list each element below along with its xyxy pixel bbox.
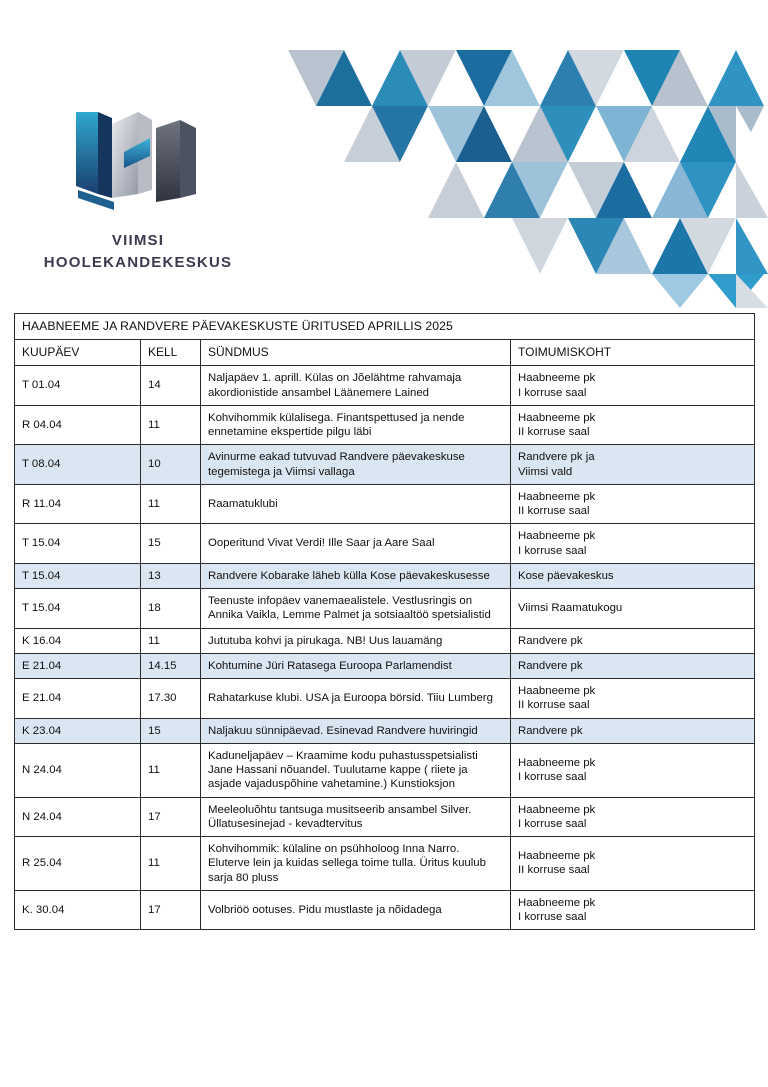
cell-time: 11	[141, 628, 201, 653]
cell-time: 14	[141, 366, 201, 406]
cell-place: Haabneeme pk II korruse saal	[511, 405, 755, 445]
table-title: HAABNEEME JA RANDVERE PÄEVAKESKUSTE ÜRITUSED APRILLIS 2025	[15, 314, 755, 340]
logo-wordmark	[38, 230, 238, 274]
cell-event: Kaduneljapäev – Kraamime kodu puhastusspetsialisti Jane Hassani nõuandel. Tuulutame kappe ( riiete ja asjade vajaduspõhine vahetamine.) Kunstioksjon	[201, 743, 511, 797]
cell-time: 18	[141, 589, 201, 629]
viimsi-logo-icon	[68, 98, 208, 218]
column-header-time: KELL	[141, 340, 201, 366]
cell-time: 10	[141, 445, 201, 485]
column-header-place: TOIMUMISKOHT	[511, 340, 755, 366]
table-header-row	[15, 340, 755, 366]
logo-line-2: HOOLEKANDEKESKUS	[43, 253, 233, 271]
table-row	[15, 563, 755, 588]
cell-event: Volbriöö ootuses. Pidu mustlaste ja nõidadega	[201, 890, 511, 930]
table-row	[15, 524, 755, 564]
triangle-mosaic-graphic	[288, 30, 768, 308]
cell-place: Haabneeme pk II korruse saal	[511, 484, 755, 524]
cell-time: 13	[141, 563, 201, 588]
cell-event: Kohvihommik: külaline on psühholoog Inna Narro. Eluterve lein ja kuidas sellega toime tulla. Üritus kuulub sarja 80 pluss	[201, 837, 511, 891]
cell-date: T 01.04	[15, 366, 141, 406]
column-header-date: KUUPÄEV	[15, 340, 141, 366]
table-row	[15, 743, 755, 797]
cell-place: Randvere pk	[511, 718, 755, 743]
table-row	[15, 837, 755, 891]
table-row	[15, 405, 755, 445]
cell-place: Randvere pk ja Viimsi vald	[511, 445, 755, 485]
cell-place: Haabneeme pk II korruse saal	[511, 837, 755, 891]
cell-time: 11	[141, 743, 201, 797]
cell-place: Randvere pk	[511, 653, 755, 678]
cell-date: T 08.04	[15, 445, 141, 485]
table-row	[15, 653, 755, 678]
cell-time: 17.30	[141, 679, 201, 719]
cell-time: 14.15	[141, 653, 201, 678]
cell-date: T 15.04	[15, 524, 141, 564]
cell-event: Naljakuu sünnipäevad. Esinevad Randvere huviringid	[201, 718, 511, 743]
logo-block	[38, 98, 238, 274]
table-row	[15, 589, 755, 629]
cell-place: Haabneeme pk I korruse saal	[511, 890, 755, 930]
table-row	[15, 366, 755, 406]
cell-event: Kohtumine Jüri Ratasega Euroopa Parlamendist	[201, 653, 511, 678]
table-row	[15, 890, 755, 930]
cell-time: 11	[141, 405, 201, 445]
cell-time: 11	[141, 837, 201, 891]
cell-place: Haabneeme pk I korruse saal	[511, 743, 755, 797]
cell-event: Rahatarkuse klubi. USA ja Euroopa börsid. Tiiu Lumberg	[201, 679, 511, 719]
cell-date: T 15.04	[15, 563, 141, 588]
cell-place: Viimsi Raamatukogu	[511, 589, 755, 629]
cell-date: E 21.04	[15, 653, 141, 678]
table-row	[15, 797, 755, 837]
table-row	[15, 445, 755, 485]
cell-event: Meeleoluõhtu tantsuga musitseerib ansambel Silver. Üllatusesinejad - kevadtervitus	[201, 797, 511, 837]
table-row	[15, 718, 755, 743]
table-row	[15, 679, 755, 719]
cell-place: Kose päevakeskus	[511, 563, 755, 588]
cell-event: Naljapäev 1. aprill. Külas on Jõelähtme rahvamaja akordionistide ansambel Läänemere Lained	[201, 366, 511, 406]
cell-time: 11	[141, 484, 201, 524]
events-table	[14, 313, 755, 930]
events-table-wrapper	[14, 313, 754, 930]
cell-date: K. 30.04	[15, 890, 141, 930]
logo-line-1: VIIMSI	[111, 232, 165, 249]
cell-date: N 24.04	[15, 797, 141, 837]
table-row	[15, 484, 755, 524]
cell-time: 15	[141, 718, 201, 743]
page-header	[0, 0, 768, 300]
cell-date: R 04.04	[15, 405, 141, 445]
table-title-row	[15, 314, 755, 340]
cell-date: K 16.04	[15, 628, 141, 653]
column-header-event: SÜNDMUS	[201, 340, 511, 366]
cell-place: Haabneeme pk I korruse saal	[511, 524, 755, 564]
cell-date: E 21.04	[15, 679, 141, 719]
cell-event: Raamatuklubi	[201, 484, 511, 524]
cell-place: Randvere pk	[511, 628, 755, 653]
cell-event: Randvere Kobarake läheb külla Kose päevakeskusesse	[201, 563, 511, 588]
cell-time: 15	[141, 524, 201, 564]
cell-place: Haabneeme pk I korruse saal	[511, 366, 755, 406]
cell-date: R 11.04	[15, 484, 141, 524]
cell-event: Jututuba kohvi ja pirukaga. NB! Uus lauamäng	[201, 628, 511, 653]
table-row	[15, 628, 755, 653]
cell-date: R 25.04	[15, 837, 141, 891]
cell-date: N 24.04	[15, 743, 141, 797]
cell-place: Haabneeme pk I korruse saal	[511, 797, 755, 837]
cell-time: 17	[141, 797, 201, 837]
cell-date: T 15.04	[15, 589, 141, 629]
cell-event: Teenuste infopäev vanemaealistele. Vestlusringis on Annika Vaikla, Lemme Palmet ja sotsiaaltöö spetsialistid	[201, 589, 511, 629]
cell-date: K 23.04	[15, 718, 141, 743]
cell-event: Ooperitund Vivat Verdi! Ille Saar ja Aare Saal	[201, 524, 511, 564]
cell-place: Haabneeme pk II korruse saal	[511, 679, 755, 719]
cell-event: Avinurme eakad tutvuvad Randvere päevakeskuse tegemistega ja Viimsi vallaga	[201, 445, 511, 485]
cell-time: 17	[141, 890, 201, 930]
cell-event: Kohvihommik külalisega. Finantspettused ja nende ennetamine ekspertide pilgu läbi	[201, 405, 511, 445]
